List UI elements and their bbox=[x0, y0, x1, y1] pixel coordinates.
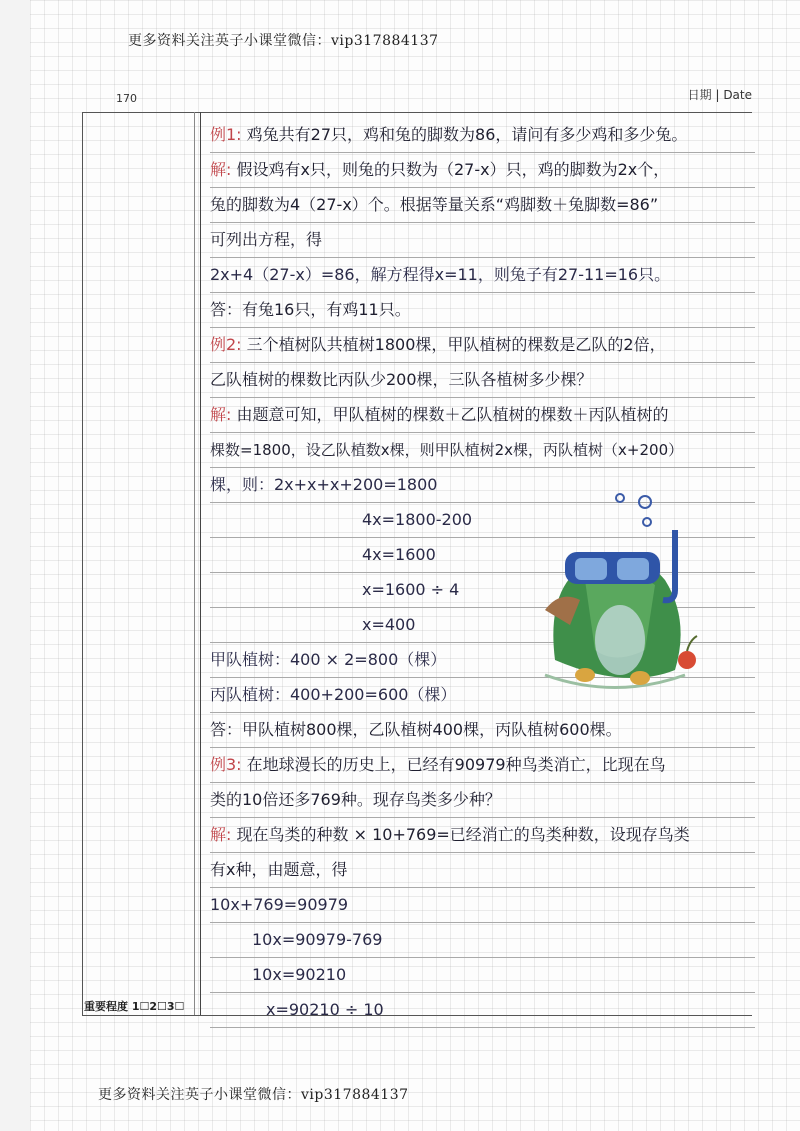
line-text: 2x+4（27-x）=86，解方程得x=11，则兔子有27-11=16只。 bbox=[210, 265, 671, 284]
frame-top-rule bbox=[82, 112, 752, 113]
line-text: 三个植树队共植树1800棵，甲队植树的棵数是乙队的2倍， bbox=[246, 335, 666, 354]
note-line bbox=[210, 713, 755, 748]
example-label: 例3: bbox=[210, 755, 242, 774]
importance-rating: 重要程度 1☐2☐3☐ bbox=[84, 1000, 185, 1013]
equation-text: x=90210 ÷ 10 bbox=[266, 1000, 384, 1019]
line-text: 乙队植树的棵数比丙队少200棵，三队各植树多少棵？ bbox=[210, 370, 593, 389]
equation-text: 4x=1800-200 bbox=[362, 510, 473, 529]
equation-text: 丙队植树：400+200=600（棵） bbox=[210, 685, 457, 704]
margin-rule bbox=[200, 112, 201, 1015]
equation-text: x=400 bbox=[362, 615, 416, 634]
margin-rule-inner bbox=[194, 112, 195, 1015]
note-line bbox=[210, 363, 755, 398]
note-line bbox=[210, 223, 755, 258]
line-text: 类的10倍还多769种。现存鸟类多少种？ bbox=[210, 790, 501, 809]
equation-text: 甲队植树：400 × 2=800（棵） bbox=[210, 650, 447, 669]
note-line bbox=[210, 818, 755, 853]
note-line bbox=[210, 783, 755, 818]
note-line bbox=[210, 433, 755, 468]
equation-text: 10x+769=90979 bbox=[210, 895, 349, 914]
note-line bbox=[210, 958, 755, 993]
answer-text: 答：甲队植树800棵，乙队植树400棵，丙队植树600棵。 bbox=[210, 720, 622, 739]
note-line bbox=[210, 888, 755, 923]
note-line bbox=[210, 328, 755, 363]
line-text: 现在鸟类的种数 × 10+769=已经消亡的鸟类种数，设现存鸟类 bbox=[236, 825, 690, 844]
note-line bbox=[210, 258, 755, 293]
equation-text: 10x=90979-769 bbox=[252, 930, 383, 949]
note-line bbox=[210, 188, 755, 223]
equation-text: 棵，则：2x+x+x+200=1800 bbox=[210, 475, 438, 494]
frame-left-rule bbox=[82, 112, 83, 1015]
note-line bbox=[210, 993, 755, 1028]
line-text: 棵数=1800，设乙队植数x棵，则甲队植树2x棵，丙队植树（x+200） bbox=[210, 441, 684, 459]
note-line bbox=[210, 153, 755, 188]
solution-label: 解: bbox=[210, 405, 232, 424]
date-label: 日期 | Date bbox=[687, 88, 752, 102]
equation-text: 10x=90210 bbox=[252, 965, 347, 984]
page-number: 170 bbox=[116, 92, 137, 105]
equation-text: x=1600 ÷ 4 bbox=[362, 580, 460, 599]
solution-label: 解: bbox=[210, 160, 232, 179]
line-text: 鸡兔共有27只，鸡和兔的脚数为86，请问有多少鸡和多少兔。 bbox=[246, 125, 688, 144]
note-line bbox=[210, 118, 755, 153]
snorkel-mascot-illustration bbox=[525, 490, 725, 700]
note-line bbox=[210, 398, 755, 433]
equation-text: 4x=1600 bbox=[362, 545, 436, 564]
line-text: 在地球漫长的历史上，已经有90979种鸟类消亡，比现在鸟 bbox=[246, 755, 666, 774]
watermark-top: 更多资料关注英子小课堂微信：vip317884137 bbox=[128, 33, 439, 49]
note-line bbox=[210, 748, 755, 783]
example-label: 例2: bbox=[210, 335, 242, 354]
line-text: 假设鸡有x只，则兔的只数为（27-x）只，鸡的脚数为2x个， bbox=[236, 160, 670, 179]
line-text: 有x种，由题意，得 bbox=[210, 860, 348, 879]
answer-text: 答：有兔16只，有鸡11只。 bbox=[210, 300, 411, 319]
line-text: 可列出方程，得 bbox=[210, 230, 323, 249]
watermark-bottom: 更多资料关注英子小课堂微信：vip317884137 bbox=[98, 1087, 409, 1103]
line-text: 兔的脚数为4（27-x）个。根据等量关系“鸡脚数＋兔脚数=86” bbox=[210, 195, 659, 214]
note-line bbox=[210, 923, 755, 958]
line-text: 由题意可知，甲队植树的棵数＋乙队植树的棵数＋丙队植树的 bbox=[236, 405, 669, 424]
solution-label: 解: bbox=[210, 825, 232, 844]
note-line bbox=[210, 293, 755, 328]
example-label: 例1: bbox=[210, 125, 242, 144]
note-line bbox=[210, 853, 755, 888]
